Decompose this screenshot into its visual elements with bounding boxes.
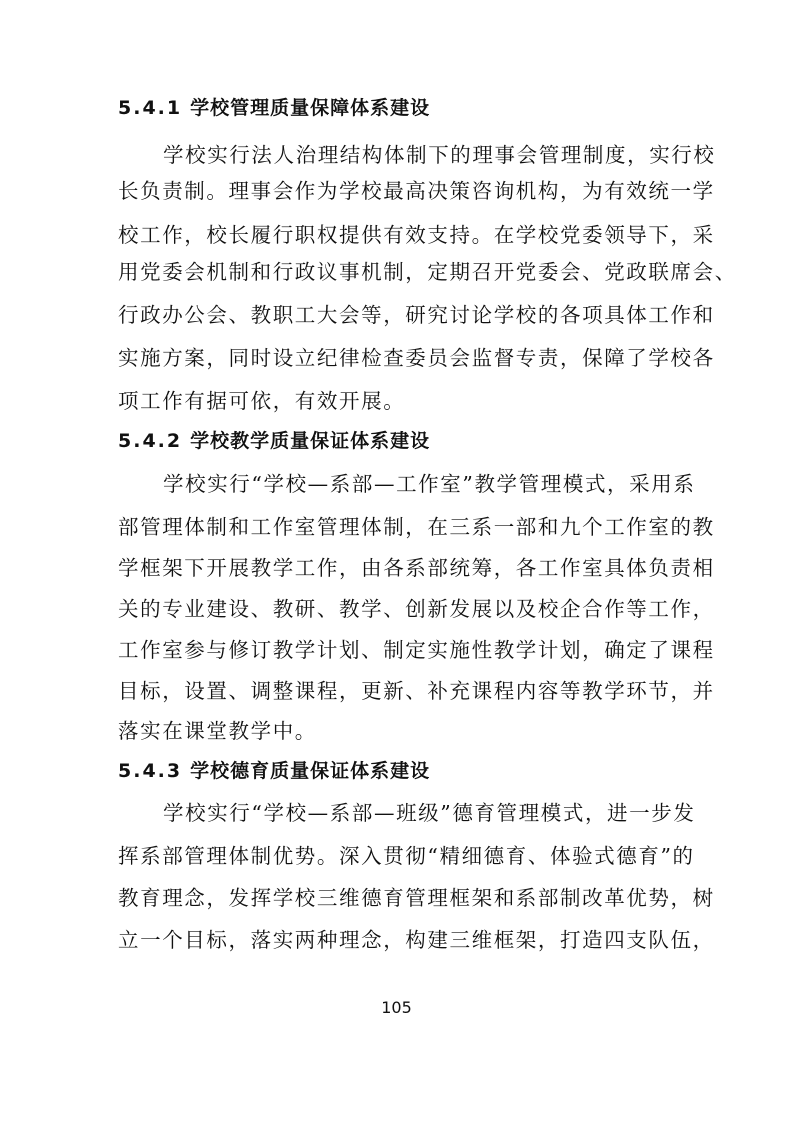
section-number: 5.4.1 [118, 97, 183, 119]
paragraph-line: 实施方案，同时设立纪律检查委员会监督专责，保障了学校各 [118, 346, 715, 370]
paragraph-line: 挥系部管理体制优势。深入贯彻“精细德育、体验式德育”的 [118, 844, 695, 868]
section-title: 学校管理质量保障体系建设 [190, 97, 431, 119]
paragraph-line: 行政办公会、教职工大会等，研究讨论学校的各项具体工作和 [118, 303, 715, 327]
paragraph-line: 校工作，校长履行职权提供有效支持。在学校党委领导下，采 [118, 223, 715, 247]
paragraph-line: 学校实行法人治理结构体制下的理事会管理制度，实行校 [163, 143, 716, 167]
section-number: 5.4.2 [118, 430, 183, 452]
paragraph-line: 立一个目标，落实两种理念，构建三维框架，打造四支队伍， [118, 928, 715, 952]
paragraph-line: 关的专业建设、教研、教学、创新发展以及校企合作等工作， [118, 597, 715, 621]
paragraph-line: 教育理念，发挥学校三维德育管理框架和系部制改革优势，树 [118, 886, 715, 910]
paragraph-line: 学框架下开展教学工作，由各系部统筹，各工作室具体负责相 [118, 556, 715, 580]
paragraph-line: 落实在课堂教学中。 [118, 719, 317, 743]
paragraph-line: 部管理体制和工作室管理体制，在三系一部和九个工作室的教 [118, 515, 715, 539]
section-heading [118, 759, 430, 783]
section-title: 学校教学质量保证体系建设 [190, 430, 431, 452]
section-number: 5.4.3 [118, 760, 183, 782]
section-heading [118, 96, 430, 120]
paragraph-line: 目标，设置、调整课程，更新、补充课程内容等教学环节，并 [118, 679, 715, 703]
paragraph-line: 长负责制。理事会作为学校最高决策咨询机构，为有效统一学 [118, 179, 715, 203]
paragraph-line: 学校实行“学校—系部—工作室”教学管理模式，采用系 [163, 472, 696, 496]
paragraph-line: 学校实行“学校—系部—班级”德育管理模式，进一步发 [163, 801, 696, 825]
page-number: 105 [381, 998, 412, 1017]
paragraph-line: 项工作有据可依，有效开展。 [118, 389, 406, 413]
paragraph-line: 用党委会机制和行政议事机制，定期召开党委会、党政联席会、 [118, 260, 737, 284]
section-title: 学校德育质量保证体系建设 [190, 760, 431, 782]
section-heading [118, 429, 430, 453]
paragraph-line: 工作室参与修订教学计划、制定实施性教学计划，确定了课程 [118, 638, 715, 662]
